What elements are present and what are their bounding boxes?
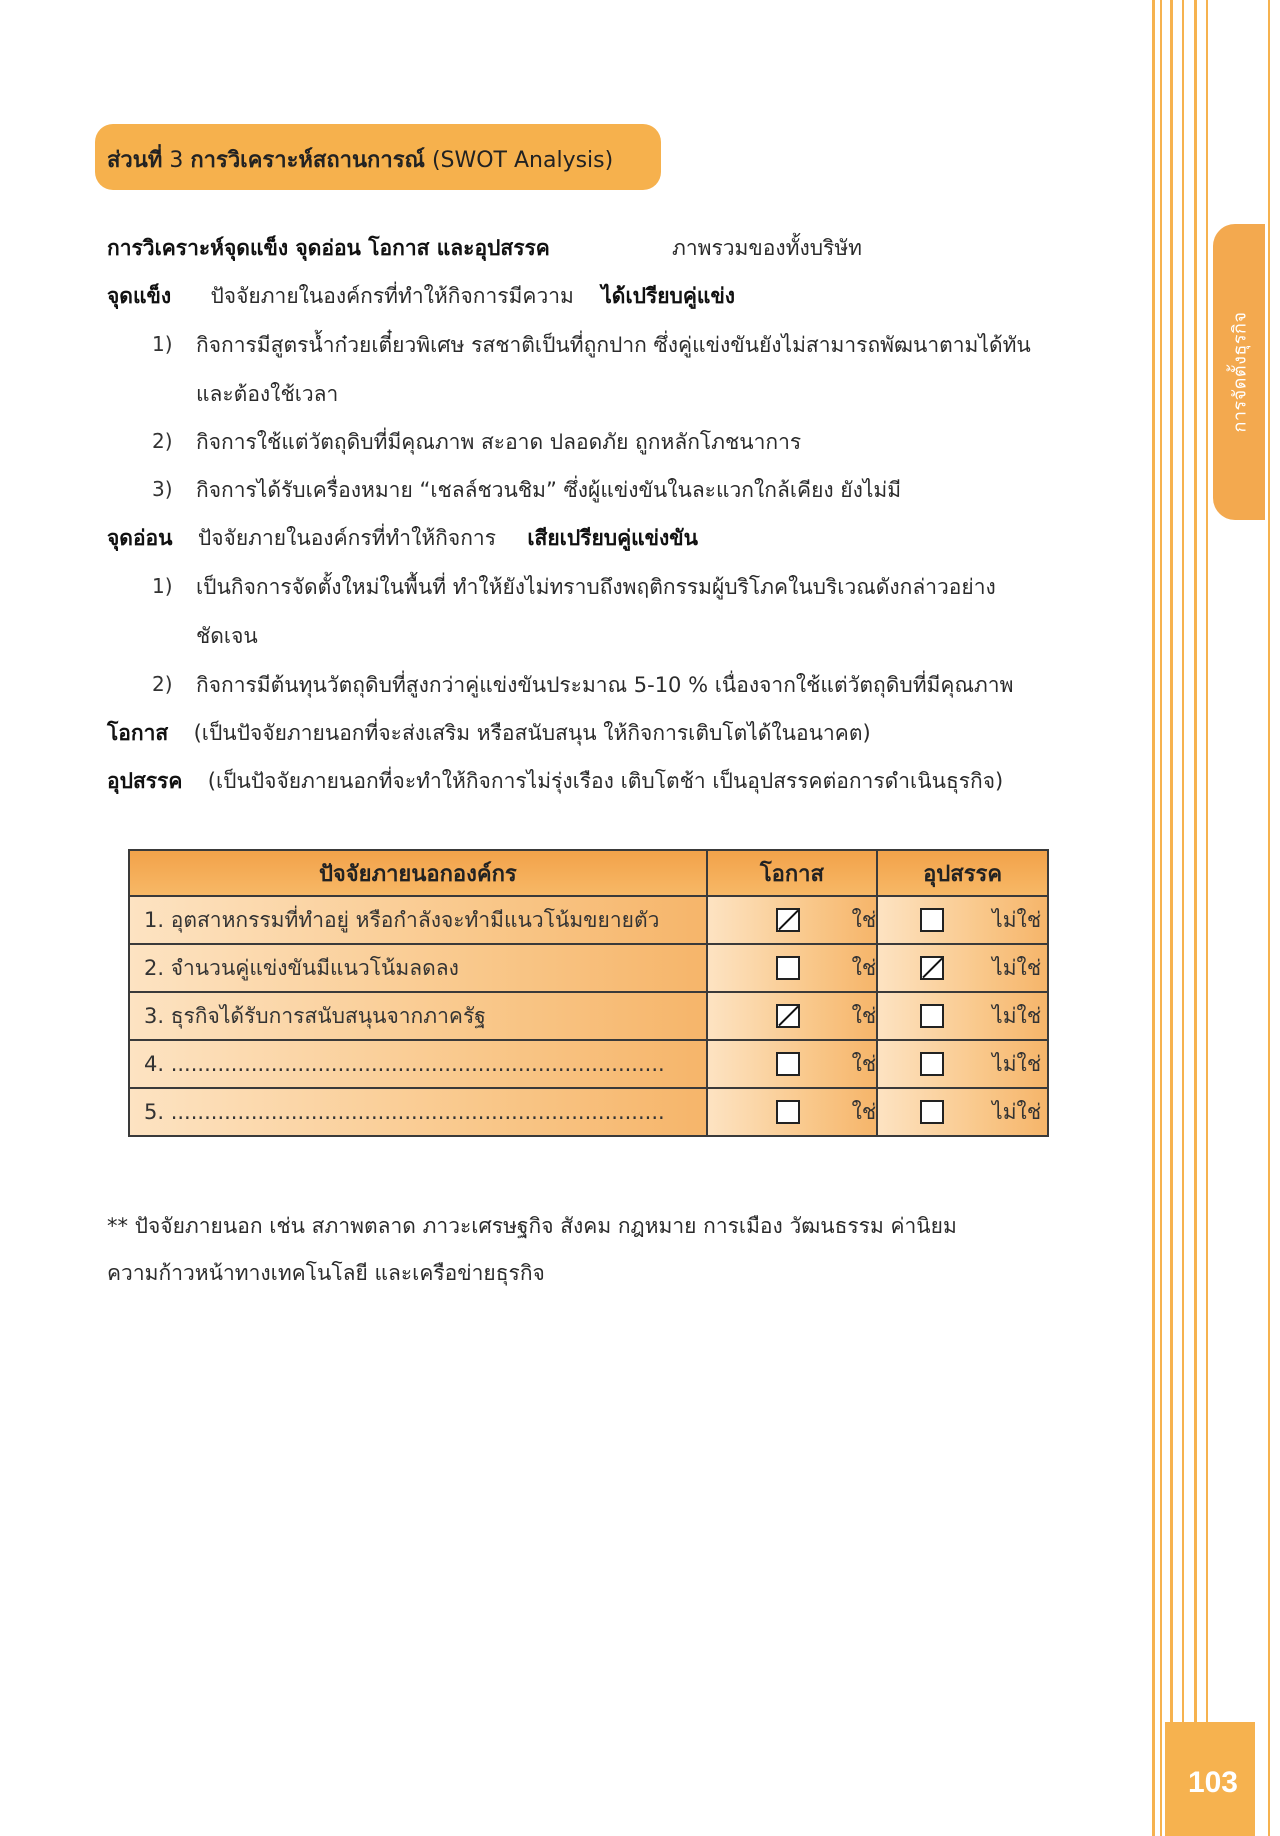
table-row <box>129 1040 1048 1088</box>
section-prefix: ส่วนที่ <box>107 148 163 173</box>
analysis-scope: ภาพรวมของทั้งบริษัท <box>672 236 863 260</box>
opportunity-checkbox[interactable] <box>776 1100 800 1124</box>
threats-desc: (เป็นปัจจัยภายนอกที่จะทำให้กิจการไม่รุ่งเรือง เติบโตช้า เป็นอุปสรรคต่อการดำเนินธุรกิจ) <box>207 769 1004 793</box>
strength-1-line1: กิจการมีสูตรน้ำก๋วยเตี๋ยวพิเศษ รสชาติเป็นที่ถูกปาก ซึ่งคู่แข่งขันยังไม่สามารถพัฒนาตามได้ทัน <box>196 333 1031 357</box>
opportunity-option-label: ใช่ <box>851 1099 877 1124</box>
table-row <box>129 992 1048 1040</box>
header-threat: อุปสรรค <box>877 850 1048 896</box>
threat-checkbox[interactable] <box>920 908 944 932</box>
weakness-1-num: 1) <box>152 574 173 598</box>
analysis-heading: การวิเคราะห์จุดแข็ง จุดอ่อน โอกาส และอุปสรรค <box>107 236 550 260</box>
opportunity-checkbox[interactable] <box>776 1004 800 1028</box>
edge-rule-4 <box>1182 0 1184 1836</box>
opportunities-label: โอกาส <box>107 721 169 745</box>
edge-rule-3 <box>1170 0 1173 1836</box>
edge-rule-5 <box>1194 0 1197 1836</box>
threat-option-label: ไม่ใช่ <box>992 1099 1042 1124</box>
external-factors-table <box>128 849 1049 1137</box>
weaknesses-label: จุดอ่อน <box>107 526 173 550</box>
strengths-line <box>107 280 735 313</box>
opportunity-cell <box>707 1040 878 1088</box>
factor-cell: 2. จำนวนคู่แข่งขันมีแนวโน้มลดลง <box>129 944 707 992</box>
strengths-label: จุดแข็ง <box>107 284 172 308</box>
weaknesses-line <box>107 522 698 555</box>
opportunity-cell <box>707 944 878 992</box>
footnote-line1: ** ปัจจัยภายนอก เช่น สภาพตลาด ภาวะเศรษฐกิจ สังคม กฎหมาย การเมือง วัฒนธรรม ค่านิยม <box>107 1214 957 1238</box>
threat-option-label: ไม่ใช่ <box>992 1003 1042 1028</box>
opportunity-cell <box>707 896 878 944</box>
analysis-heading-line <box>107 232 550 265</box>
section-title-en: (SWOT Analysis) <box>431 148 614 173</box>
table-row <box>129 1088 1048 1136</box>
strength-1-num: 1) <box>152 332 173 356</box>
header-opportunity: โอกาส <box>707 850 878 896</box>
opportunity-checkbox[interactable] <box>776 908 800 932</box>
threat-cell <box>877 1088 1048 1136</box>
threats-line <box>107 765 1003 798</box>
threat-checkbox[interactable] <box>920 956 944 980</box>
opportunity-option-label: ใช่ <box>851 1003 877 1028</box>
weakness-2-num: 2) <box>152 672 173 696</box>
edge-rule-2 <box>1160 0 1162 1836</box>
header-external-factors: ปัจจัยภายนอกองค์กร <box>129 850 707 896</box>
page-number: 103 <box>1187 1766 1238 1799</box>
opportunity-cell <box>707 1088 878 1136</box>
factor-cell: 5. .......................................................................... <box>129 1088 707 1136</box>
strengths-emphasis: ได้เปรียบคู่แข่ง <box>601 284 736 308</box>
factor-cell: 4. .......................................................................... <box>129 1040 707 1088</box>
strength-2-num: 2) <box>152 429 173 453</box>
threat-cell <box>877 896 1048 944</box>
weakness-1-line2: ชัดเจน <box>196 624 258 648</box>
threat-option-label: ไม่ใช่ <box>992 1051 1042 1076</box>
strength-1-line2: และต้องใช้เวลา <box>196 382 339 406</box>
opportunities-line <box>107 717 871 750</box>
table-row <box>129 944 1048 992</box>
opportunity-checkbox[interactable] <box>776 956 800 980</box>
edge-rule-1 <box>1152 0 1155 1836</box>
strength-3-line1: กิจการได้รับเครื่องหมาย “เชลล์ชวนชิม” ซึ่งผู้แข่งขันในละแวกใกล้เคียง ยังไม่มี <box>196 478 902 502</box>
footnote-line2: ความก้าวหน้าทางเทคโนโลยี และเครือข่ายธุรกิจ <box>107 1261 545 1285</box>
opportunity-checkbox[interactable] <box>776 1052 800 1076</box>
chapter-side-tab <box>1213 224 1265 520</box>
section-title <box>107 142 613 177</box>
strength-3-num: 3) <box>152 477 173 501</box>
threat-cell <box>877 992 1048 1040</box>
table-body <box>129 896 1048 1136</box>
weaknesses-emphasis: เสียเปรียบคู่แข่งขัน <box>527 526 698 550</box>
threat-cell <box>877 1040 1048 1088</box>
section-number: 3 <box>169 148 184 173</box>
weaknesses-desc: ปัจจัยภายในองค์กรที่ทำให้กิจการ <box>197 526 496 550</box>
threat-option-label: ไม่ใช่ <box>992 907 1042 932</box>
opportunity-option-label: ใช่ <box>851 907 877 932</box>
opportunities-desc: (เป็นปัจจัยภายนอกที่จะส่งเสริม หรือสนับสนุน ให้กิจการเติบโตได้ในอนาคต) <box>193 721 871 745</box>
table-row <box>129 896 1048 944</box>
edge-rule-6 <box>1206 0 1208 1836</box>
threat-option-label: ไม่ใช่ <box>992 955 1042 980</box>
chapter-side-tab-label: การจัดตั้งธุรกิจ <box>1229 311 1251 433</box>
threat-cell <box>877 944 1048 992</box>
threat-checkbox[interactable] <box>920 1100 944 1124</box>
weakness-1-line1: เป็นกิจการจัดตั้งใหม่ในพื้นที่ ทำให้ยังไม่ทราบถึงพฤติกรรมผู้บริโภคในบริเวณดังกล่าวอย่าง <box>196 575 996 599</box>
section-title-thai: การวิเคราะห์สถานการณ์ <box>190 148 425 173</box>
factor-cell: 1. อุตสาหกรรมที่ทำอยู่ หรือกำลังจะทำมีแนวโน้มขยายตัว <box>129 896 707 944</box>
strengths-desc: ปัจจัยภายในองค์กรที่ทำให้กิจการมีความ <box>210 284 574 308</box>
threat-checkbox[interactable] <box>920 1052 944 1076</box>
opportunity-option-label: ใช่ <box>851 955 877 980</box>
opportunity-cell <box>707 992 878 1040</box>
factor-cell: 3. ธุรกิจได้รับการสนับสนุนจากภาครัฐ <box>129 992 707 1040</box>
threats-label: อุปสรรค <box>107 769 183 793</box>
edge-rule-7 <box>1268 0 1270 1836</box>
weakness-2-line1: กิจการมีต้นทุนวัตถุดิบที่สูงกว่าคู่แข่งขันประมาณ 5-10 % เนื่องจากใช้แต่วัตถุดิบที่มีคุณภาพ <box>196 673 1014 697</box>
strength-2-line1: กิจการใช้แต่วัตถุดิบที่มีคุณภาพ สะอาด ปลอดภัย ถูกหลักโภชนาการ <box>196 430 802 454</box>
opportunity-option-label: ใช่ <box>851 1051 877 1076</box>
threat-checkbox[interactable] <box>920 1004 944 1028</box>
